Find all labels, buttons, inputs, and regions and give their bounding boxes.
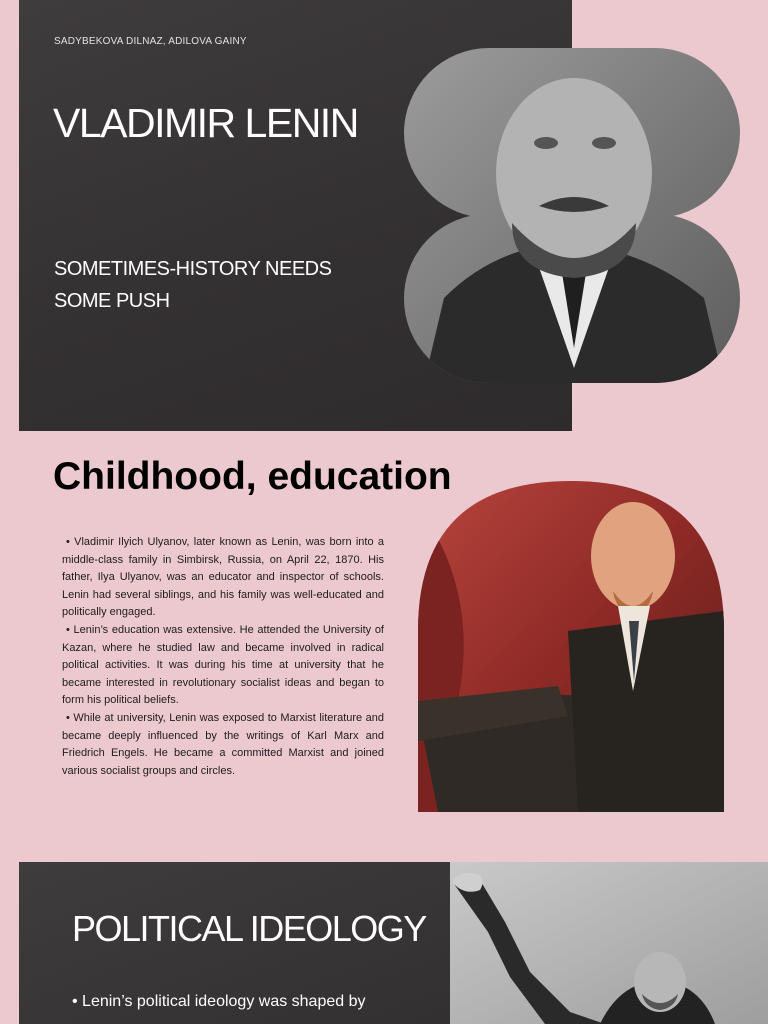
section-heading-childhood: Childhood, education <box>53 455 452 498</box>
paragraph: • While at university, Lenin was exposed to Marxist literature and became deeply influenced by the writings of Karl Marx and Friedrich Engels. He became a committed Marxist and joined various socialist groups and circles. <box>62 711 384 777</box>
childhood-text <box>62 534 384 780</box>
portrait-photo-icon <box>404 48 740 383</box>
painting-icon <box>418 481 724 812</box>
section-heading-ideology: POLITICAL IDEOLOGY <box>72 908 426 949</box>
page-title: VLADIMIR LENIN <box>53 100 358 146</box>
ideology-text: • Lenin’s political ideology was shaped by <box>72 993 366 1010</box>
paragraph: • Lenin’s education was extensive. He attended the University of Kazan, where he studied law and became involved in radical political activities. It was during his time at university that he became interested in revolutionary socialist ideas and began to form his political beliefs. <box>62 623 384 707</box>
paragraph: • Vladimir Ilyich Ulyanov, later known as Lenin, was born into a middle-class family in Simbirsk, Russia, on April 22, 1870. His father, Ilya Ulyanov, was an educator and inspector of schools. Lenin had several siblings, and his family was well-educated and politically engaged. <box>62 536 384 619</box>
authors-line: SADYBEKOVA DILNAZ, ADILOVA GAINY <box>54 36 247 47</box>
tagline: SOMETIMES-HISTORY NEEDS SOME PUSH <box>54 258 332 312</box>
speech-photo-icon <box>450 862 768 1024</box>
